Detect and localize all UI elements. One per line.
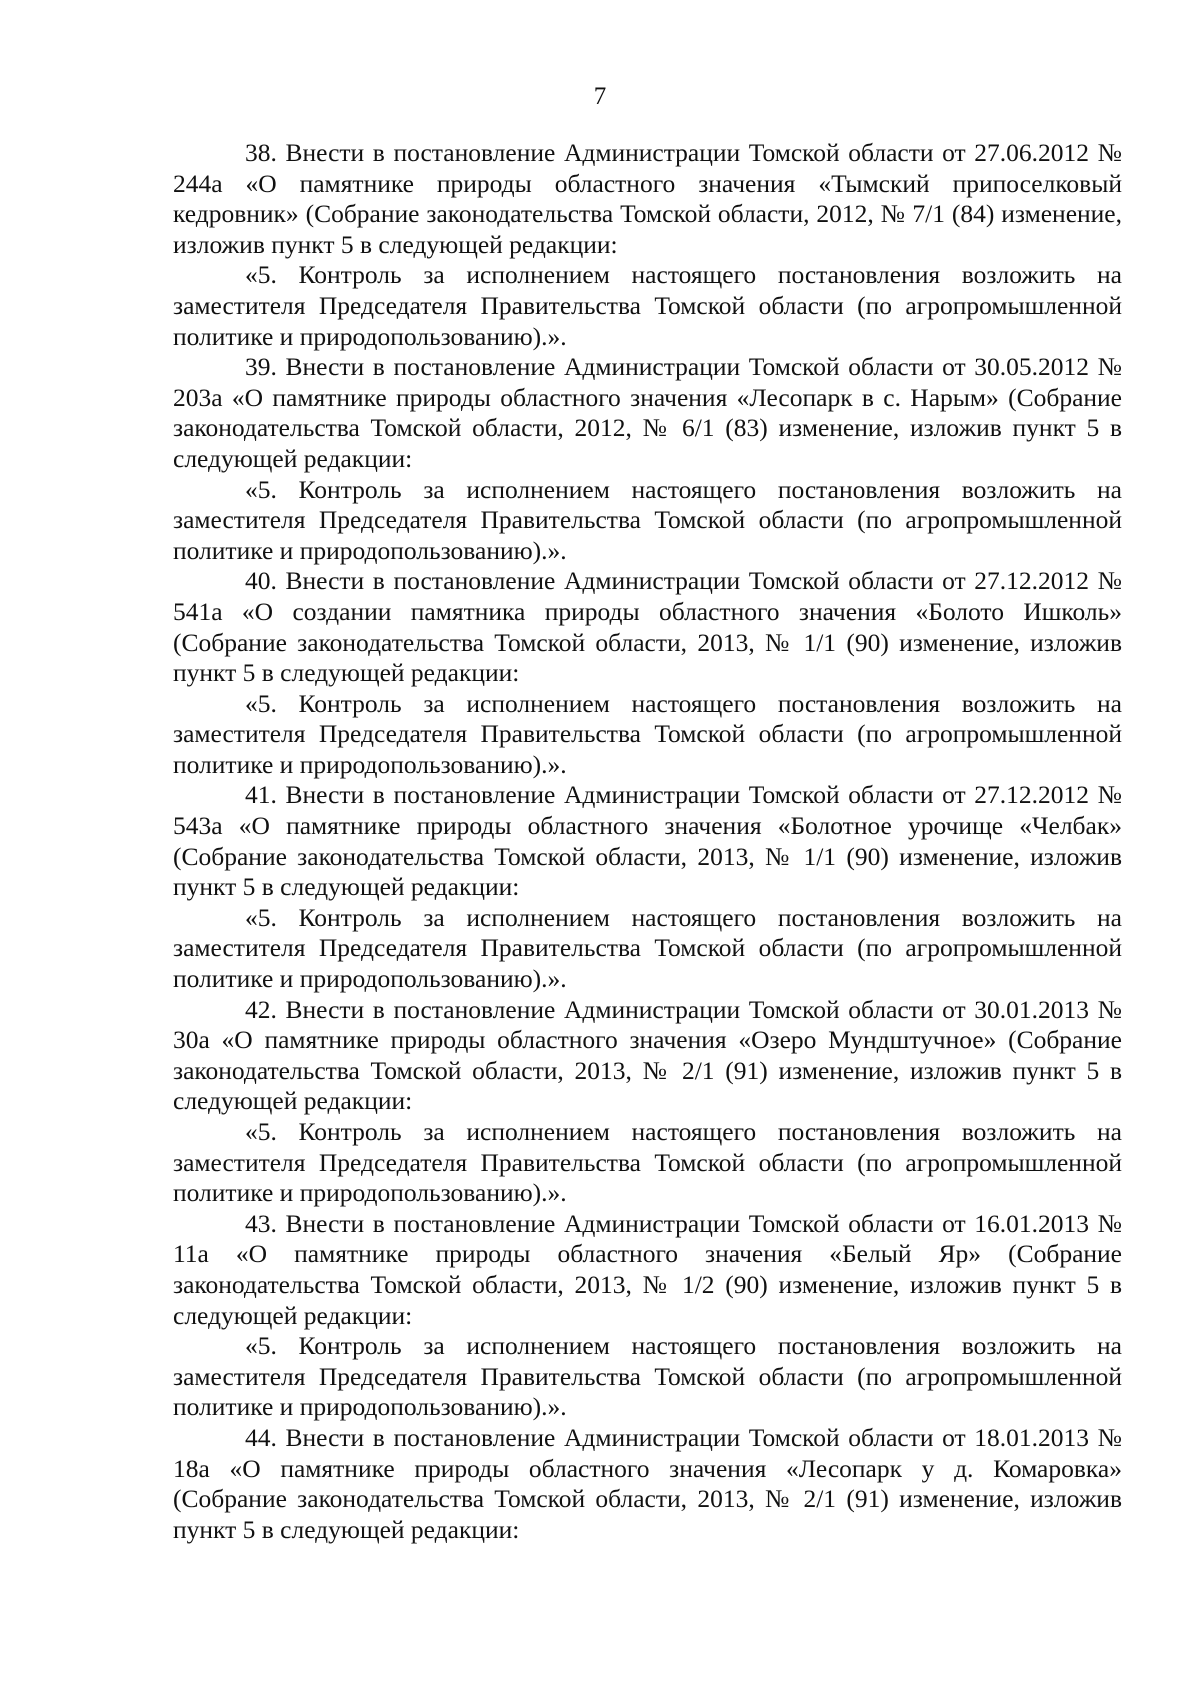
item-39-intro: 39. Внести в постановление Администрации Томской области от 30.05.2012 № 203а «О памятнике природы областного значения «Лесопарк в с. Нарым» (Собрание законодательства Томской области, 2012, № 6/1 (83) изменение, изложив пункт 5 в следующей редакции: <box>173 352 1122 473</box>
item-43-intro: 43. Внести в постановление Администрации Томской области от 16.01.2013 № 11а «О памятнике природы областного значения «Белый Яр» (Собрание законодательства Томской области, 2013, № 1/2 (90) изменение, изложив пункт 5 в следующей редакции: <box>173 1208 1122 1330</box>
item-39-quote: «5. Контроль за исполнением настоящего постановления возложить на заместителя Председателя Правительства Томской области (по агропромышленной политике и природопользованию).». <box>173 474 1122 565</box>
page-number: 7 <box>593 83 607 110</box>
item-42-quote: «5. Контроль за исполнением настоящего постановления возложить на заместителя Председателя Правительства Томской области (по агропромышленной политике и природопользованию).». <box>173 1117 1122 1208</box>
document-body <box>173 138 1122 1545</box>
item-38-quote: «5. Контроль за исполнением настоящего постановления возложить на заместителя Председателя Правительства Томской области (по агропромышленной политике и природопользованию).». <box>173 260 1122 351</box>
item-44-intro: 44. Внести в постановление Администрации Томской области от 18.01.2013 № 18а «О памятнике природы областного значения «Лесопарк у д. Комаровка» (Собрание законодательства Томской области, 2013, № 2/1 (91) изменение, изложив пункт 5 в следующей редакции: <box>173 1422 1122 1544</box>
item-41-intro: 41. Внести в постановление Администрации Томской области от 27.12.2012 № 543а «О памятнике природы областного значения «Болотное урочище «Челбак» (Собрание законодательства Томской области, 2013, № 1/1 (90) изменение, изложив пункт 5 в следующей редакции: <box>173 780 1122 902</box>
item-40-intro: 40. Внести в постановление Администрации Томской области от 27.12.2012 № 541а «О создании памятника природы областного значения «Болото Ишколь» (Собрание законодательства Томской области, 2013, № 1/1 (90) изменение, изложив пункт 5 в следующей редакции: <box>173 566 1122 688</box>
item-41-quote: «5. Контроль за исполнением настоящего постановления возложить на заместителя Председателя Правительства Томской области (по агропромышленной политике и природопользованию).». <box>173 902 1122 994</box>
item-43-quote: «5. Контроль за исполнением настоящего постановления возложить на заместителя Председателя Правительства Томской области (по агропромышленной политике и природопользованию).». <box>173 1331 1122 1422</box>
item-42-intro: 42. Внести в постановление Администрации Томской области от 30.01.2013 № 30а «О памятнике природы областного значения «Озеро Мундштучное» (Собрание законодательства Томской области, 2013, № 2/1 (91) изменение, изложив пункт 5 в следующей редакции: <box>173 994 1122 1116</box>
item-40-quote: «5. Контроль за исполнением настоящего постановления возложить на заместителя Председателя Правительства Томской области (по агропромышленной политике и природопользованию).». <box>173 688 1122 779</box>
item-38-intro: 38. Внести в постановление Администрации Томской области от 27.06.2012 № 244а «О памятнике природы областного значения «Тымский припоселковый кедровник» (Собрание законодательства Томской области, 2012, № 7/1 (84) изменение, изложив пункт 5 в следующей редакции: <box>173 138 1122 259</box>
